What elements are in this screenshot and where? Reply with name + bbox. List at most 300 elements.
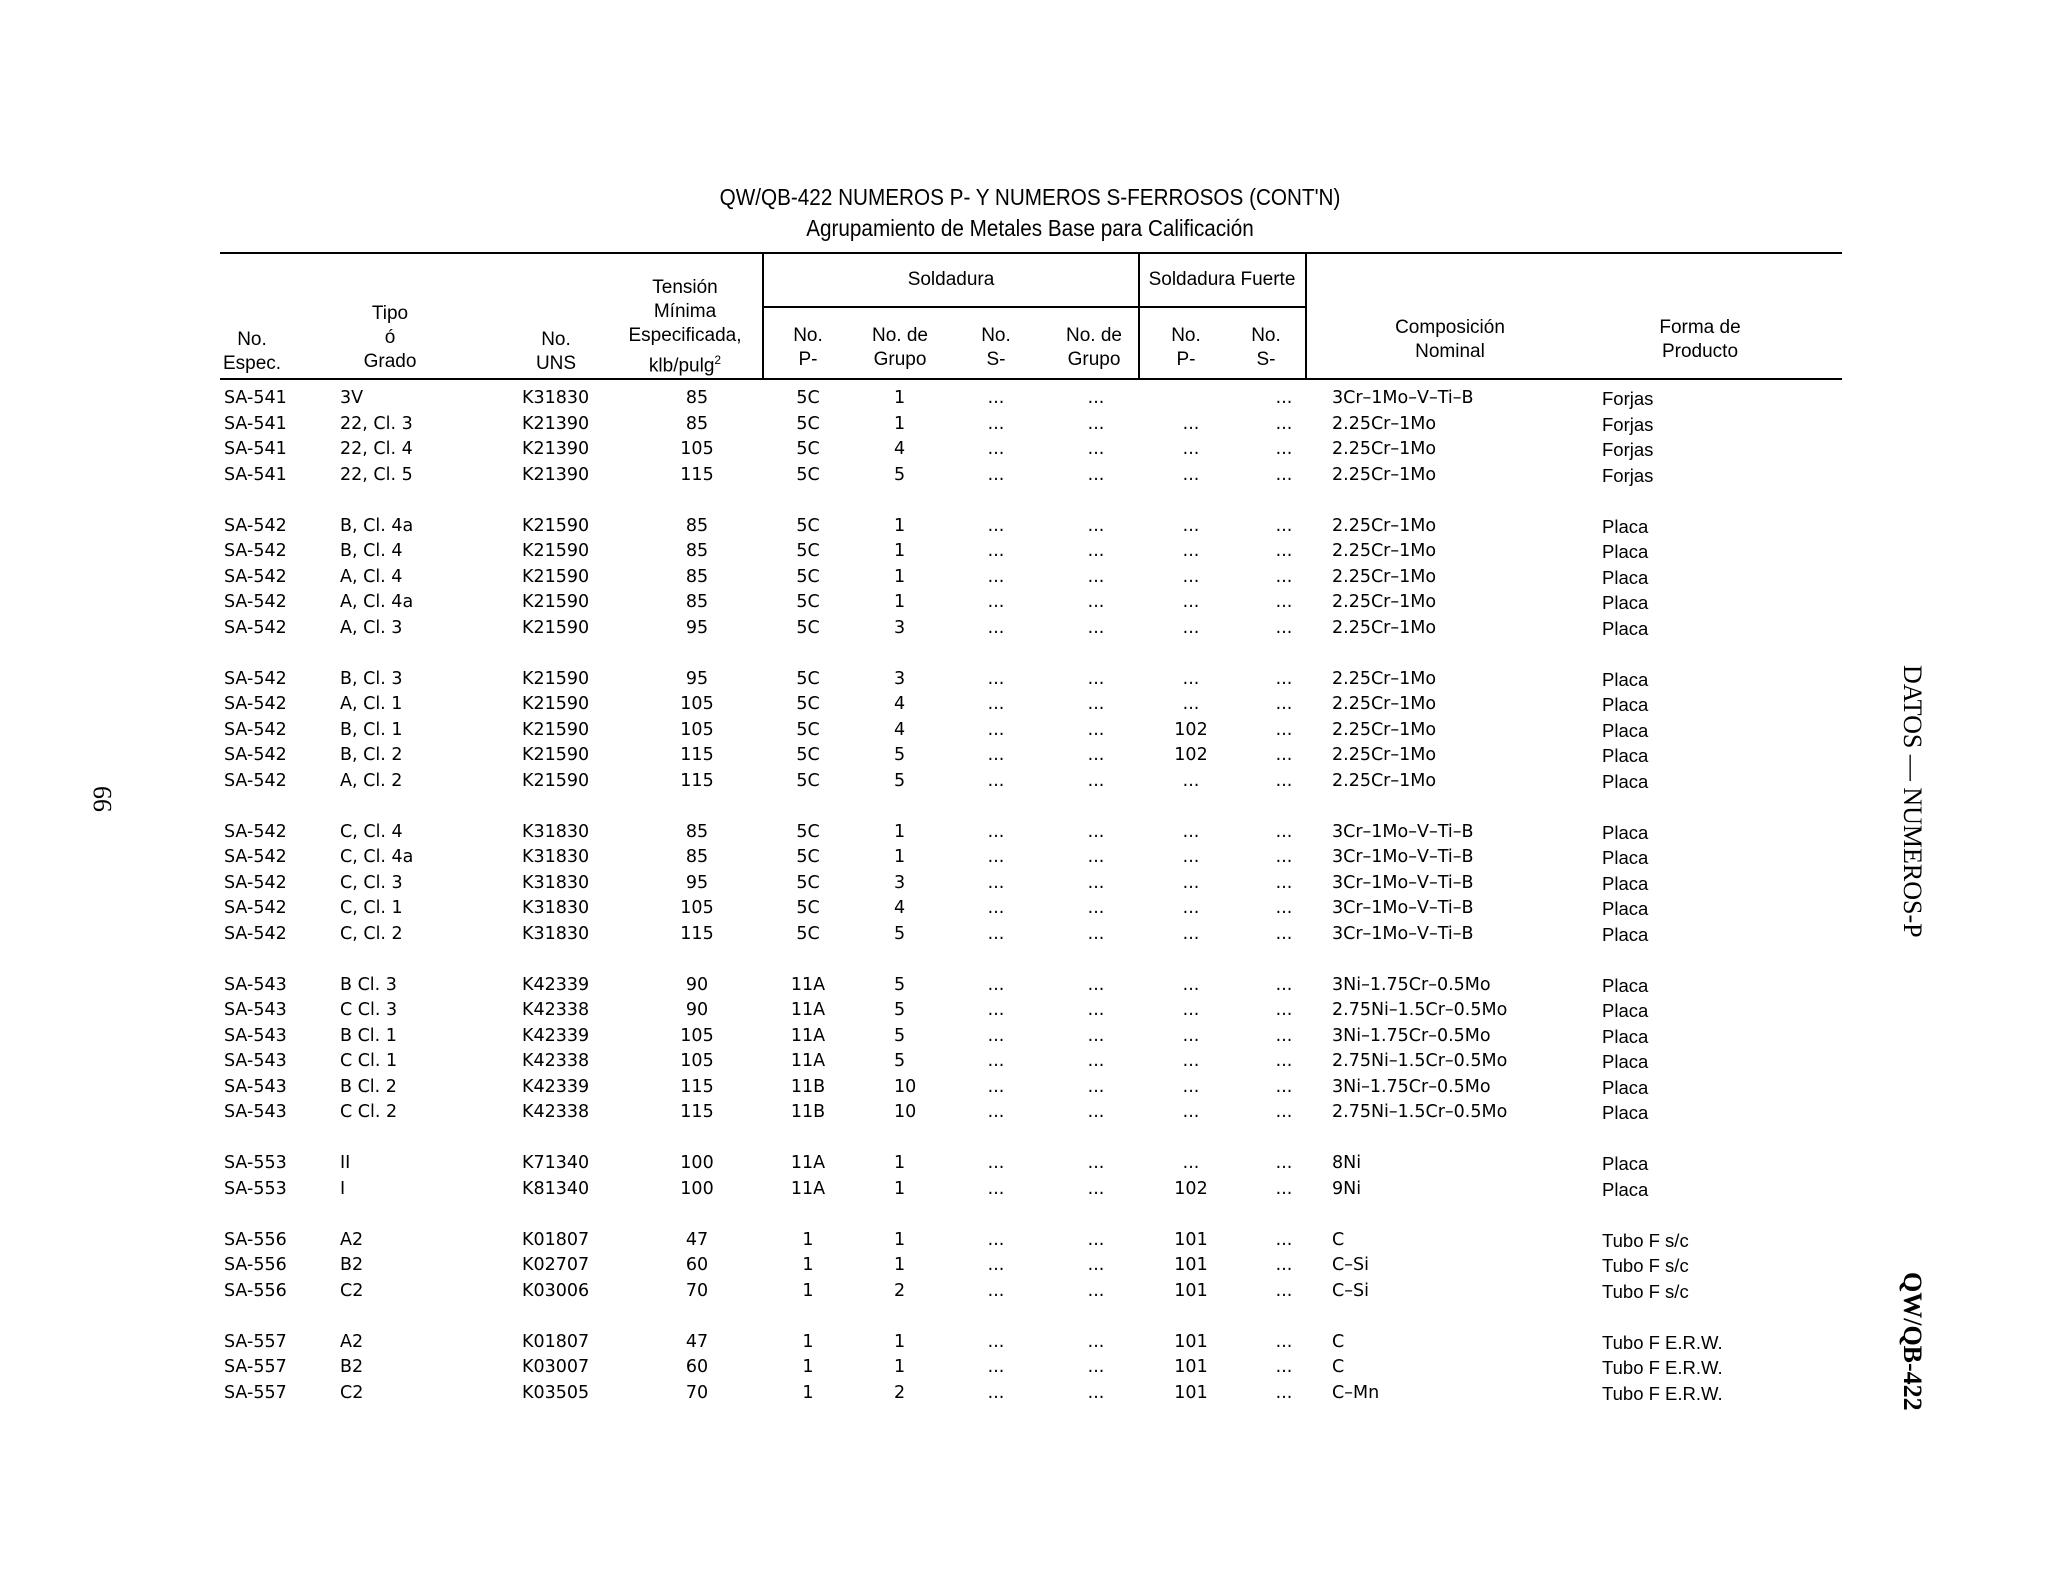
brazing-p-cell: ... — [1182, 566, 1200, 587]
group-spacer — [0, 488, 1822, 514]
product-cell: Tubo F E.R.W. — [1602, 1382, 1723, 1404]
table-row — [0, 1355, 1822, 1381]
uns-cell: K31830 — [522, 898, 590, 918]
s-no-cell: ... — [987, 745, 1005, 765]
brazing-s-cell: ... — [1275, 413, 1293, 434]
group-no-cell: 5 — [894, 1051, 906, 1071]
spec-cell: SA-557 — [224, 1331, 287, 1352]
uns-cell: K21390 — [522, 439, 590, 459]
composition-cell: 2.25Cr–1Mo — [1332, 464, 1437, 485]
product-cell: Placa — [1602, 668, 1649, 690]
s-group-cell: ... — [1087, 719, 1105, 740]
brazing-s-cell: ... — [1275, 1102, 1293, 1122]
s-group-cell: ... — [1087, 1102, 1105, 1122]
s-no-cell: ... — [987, 515, 1005, 536]
product-cell: Tubo F E.R.W. — [1602, 1357, 1723, 1378]
grade-cell: C, Cl. 4 — [340, 821, 403, 842]
header-tension: Tensión Mínima Especificada, klb/pulg$^2$ — [628, 277, 742, 377]
table-row — [0, 386, 1822, 412]
grade-cell: A, Cl. 1 — [340, 694, 403, 714]
product-cell: Placa — [1602, 719, 1649, 741]
s-group-cell: ... — [1087, 847, 1105, 867]
brazing-s-cell: ... — [1275, 745, 1293, 765]
composition-cell: C — [1332, 1331, 1345, 1352]
s-no-cell: ... — [987, 464, 1005, 485]
product-cell: Placa — [1602, 1178, 1649, 1200]
composition-cell: 3Cr–1Mo–V–Ti–B — [1332, 898, 1474, 918]
p-no-cell: 1 — [802, 1280, 814, 1301]
s-group-cell: ... — [1087, 821, 1105, 842]
product-cell: Placa — [1602, 847, 1649, 868]
spec-cell: SA-541 — [224, 413, 287, 434]
table-row — [0, 1330, 1822, 1356]
tension-cell: 95 — [685, 872, 709, 893]
brazing-s-cell: ... — [1275, 1000, 1293, 1020]
table-row — [0, 616, 1822, 642]
group-spacer — [0, 794, 1822, 820]
composition-cell: 3Ni–1.75Cr–0.5Mo — [1332, 1076, 1491, 1097]
table-row — [0, 1075, 1822, 1101]
tension-cell: 105 — [680, 439, 714, 459]
product-cell: Placa — [1602, 770, 1649, 792]
header-composition: Composición Nominal — [1395, 317, 1505, 362]
product-cell: Forjas — [1602, 388, 1654, 409]
pnumber-table — [0, 386, 1822, 1406]
composition-cell: C–Si — [1332, 1280, 1369, 1301]
header-soldadura: Soldadura — [907, 269, 995, 290]
p-no-cell: 5C — [796, 617, 820, 638]
group-no-cell: 1 — [894, 1153, 906, 1173]
group-no-cell: 5 — [894, 974, 906, 995]
s-group-cell: ... — [1087, 1280, 1105, 1301]
side-label-code: QW/QB-422 — [1898, 1272, 1927, 1411]
header-s-group-no: No. de Grupo — [1066, 325, 1122, 370]
spec-cell: SA-543 — [224, 1051, 287, 1071]
s-no-cell: ... — [987, 898, 1005, 918]
composition-cell: 2.25Cr–1Mo — [1332, 592, 1437, 612]
title-line-2: Agrupamiento de Metales Base para Calificación — [806, 215, 1254, 241]
brazing-p-cell: ... — [1182, 923, 1200, 944]
s-group-cell: ... — [1087, 1178, 1105, 1199]
brazing-s-cell: ... — [1275, 1229, 1293, 1250]
product-cell: Placa — [1602, 1025, 1649, 1047]
s-no-cell: ... — [987, 1331, 1005, 1352]
group-no-cell: 4 — [894, 719, 906, 740]
uns-cell: K21390 — [522, 464, 590, 485]
group-no-cell: 4 — [894, 694, 906, 714]
uns-cell: K02707 — [522, 1255, 590, 1275]
brazing-p-cell: ... — [1182, 770, 1200, 791]
uns-cell: K21590 — [522, 694, 590, 714]
s-no-cell: ... — [987, 719, 1005, 740]
grade-cell: 22, Cl. 4 — [340, 439, 413, 459]
p-no-cell: 11A — [790, 1153, 826, 1173]
s-no-cell: ... — [987, 1229, 1005, 1250]
grade-cell: A, Cl. 2 — [340, 770, 403, 791]
spec-cell: SA-556 — [224, 1229, 287, 1250]
composition-cell: 2.25Cr–1Mo — [1332, 413, 1437, 434]
s-group-cell: ... — [1087, 1153, 1105, 1173]
uns-cell: K21590 — [522, 515, 590, 536]
s-no-cell: ... — [987, 1382, 1005, 1403]
s-group-cell: ... — [1087, 872, 1105, 893]
s-group-cell: ... — [1087, 770, 1105, 791]
p-no-cell: 5C — [796, 770, 820, 791]
composition-cell: 2.25Cr–1Mo — [1332, 439, 1437, 459]
group-no-cell: 5 — [894, 745, 906, 765]
composition-cell: 2.25Cr–1Mo — [1332, 719, 1437, 740]
group-no-cell: 10 — [894, 1076, 917, 1097]
grade-cell: B Cl. 3 — [340, 974, 397, 995]
s-group-cell: ... — [1087, 923, 1105, 944]
tension-cell: 90 — [685, 974, 709, 995]
s-group-cell: ... — [1087, 541, 1105, 561]
table-row — [0, 769, 1822, 795]
group-no-cell: 1 — [894, 592, 906, 612]
p-no-cell: 5C — [796, 668, 820, 689]
tension-cell: 115 — [680, 770, 714, 791]
product-cell: Placa — [1602, 541, 1649, 562]
uns-cell: K21590 — [522, 770, 590, 791]
spec-cell: SA-542 — [224, 668, 287, 689]
grade-cell: C Cl. 3 — [340, 1000, 398, 1020]
spec-cell: SA-542 — [224, 898, 287, 918]
header-bottom-rule — [220, 378, 1842, 380]
uns-cell: K21590 — [522, 745, 590, 765]
spec-cell: SA-556 — [224, 1280, 287, 1301]
composition-cell: 2.75Ni–1.5Cr–0.5Mo — [1332, 1051, 1508, 1071]
p-no-cell: 5C — [796, 719, 820, 740]
uns-cell: K71340 — [522, 1153, 590, 1173]
table-row — [0, 565, 1822, 591]
brazing-s-cell: ... — [1275, 566, 1293, 587]
group-no-cell: 1 — [894, 1178, 906, 1199]
p-no-cell: 11A — [790, 1025, 826, 1046]
header-uns: No. UNS — [535, 329, 577, 374]
group-no-cell: 1 — [894, 541, 906, 561]
spec-cell: SA-541 — [224, 439, 287, 459]
p-no-cell: 5C — [796, 388, 820, 408]
grade-cell: A, Cl. 4 — [340, 566, 403, 587]
s-no-cell: ... — [987, 617, 1005, 638]
product-cell: Tubo F s/c — [1602, 1280, 1689, 1302]
group-no-cell: 1 — [894, 388, 906, 408]
s-group-cell: ... — [1087, 1076, 1105, 1097]
uns-cell: K31830 — [522, 847, 590, 867]
s-no-cell: ... — [987, 1076, 1005, 1097]
s-group-cell: ... — [1087, 515, 1105, 536]
brazing-s-cell: ... — [1275, 872, 1293, 893]
composition-cell: 2.25Cr–1Mo — [1332, 515, 1437, 536]
uns-cell: K42338 — [522, 1000, 590, 1020]
table-title — [301, 182, 1759, 244]
s-no-cell: ... — [987, 872, 1005, 893]
grade-cell: 22, Cl. 5 — [340, 464, 413, 485]
brazing-p-cell: ... — [1182, 694, 1200, 714]
brazing-s-cell: ... — [1275, 1153, 1293, 1173]
p-no-cell: 5C — [796, 439, 820, 459]
grade-cell: C Cl. 2 — [340, 1102, 398, 1122]
table-row — [0, 922, 1822, 948]
composition-cell: 9Ni — [1332, 1178, 1362, 1199]
group-spacer — [0, 641, 1822, 667]
group-no-cell: 2 — [894, 1382, 906, 1403]
s-no-cell: ... — [987, 694, 1005, 714]
group-no-cell: 4 — [894, 439, 906, 459]
s-group-cell: ... — [1087, 1229, 1105, 1250]
composition-cell: C–Mn — [1332, 1382, 1380, 1403]
grade-cell: 3V — [340, 388, 364, 408]
spec-cell: SA-542 — [224, 872, 287, 893]
tension-cell: 47 — [685, 1229, 709, 1250]
brazing-s-cell: ... — [1275, 464, 1293, 485]
p-no-cell: 5C — [796, 898, 820, 918]
table-row — [0, 1177, 1822, 1203]
p-no-cell: 11A — [790, 1178, 826, 1199]
s-group-cell: ... — [1087, 668, 1105, 689]
brazing-s-cell: ... — [1275, 541, 1293, 561]
title-line-1: QW/QB-422 NUMEROS P- Y NUMEROS S-FERROSOS (CONT'N) — [719, 184, 1341, 210]
tension-cell: 47 — [685, 1331, 709, 1352]
brazing-p-cell: ... — [1182, 1000, 1200, 1020]
group-no-cell: 1 — [894, 515, 906, 536]
s-no-cell: ... — [987, 1000, 1005, 1020]
group-no-cell: 4 — [894, 898, 906, 918]
spec-cell: SA-542 — [224, 592, 287, 612]
composition-cell: 2.25Cr–1Mo — [1332, 668, 1437, 689]
s-no-cell: ... — [987, 566, 1005, 587]
brazing-p-cell: 101 — [1174, 1229, 1208, 1250]
composition-cell: 2.75Ni–1.5Cr–0.5Mo — [1332, 1102, 1508, 1122]
tension-cell: 85 — [685, 592, 709, 612]
product-cell: Placa — [1602, 617, 1649, 639]
p-no-cell: 5C — [796, 923, 820, 944]
tension-cell: 85 — [685, 541, 709, 561]
brazing-p-cell: 101 — [1174, 1331, 1208, 1352]
brazing-s-cell: ... — [1275, 694, 1293, 714]
spec-cell: SA-557 — [224, 1357, 287, 1377]
group-no-cell: 5 — [894, 923, 906, 944]
s-group-cell: ... — [1087, 1255, 1105, 1275]
spec-cell: SA-543 — [224, 1076, 287, 1097]
brazing-p-cell: ... — [1182, 1153, 1200, 1173]
grade-cell: C, Cl. 4a — [340, 847, 414, 867]
grade-cell: B, Cl. 1 — [340, 719, 403, 740]
uns-cell: K21590 — [522, 617, 590, 638]
product-cell: Placa — [1602, 515, 1649, 537]
group-no-cell: 1 — [894, 566, 906, 587]
brazing-p-cell: 101 — [1174, 1280, 1208, 1301]
brazing-under-rule — [1138, 306, 1306, 308]
table-row — [0, 1279, 1822, 1305]
s-no-cell: ... — [987, 1153, 1005, 1173]
header-p-no: No. P- — [793, 325, 823, 370]
table-row — [0, 514, 1822, 540]
group-no-cell: 5 — [894, 1000, 906, 1020]
composition-cell: 3Cr–1Mo–V–Ti–B — [1332, 872, 1474, 893]
brazing-s-cell: ... — [1275, 770, 1293, 791]
p-no-cell: 5C — [796, 413, 820, 434]
uns-cell: K21390 — [522, 413, 590, 434]
composition-cell: C — [1332, 1357, 1345, 1377]
p-no-cell: 5C — [796, 872, 820, 893]
tension-cell: 95 — [685, 668, 709, 689]
p-no-cell: 11B — [790, 1076, 826, 1097]
spec-cell: SA-542 — [224, 541, 287, 561]
s-no-cell: ... — [987, 821, 1005, 842]
table-row — [0, 463, 1822, 489]
table-row — [0, 412, 1822, 438]
tension-cell: 85 — [685, 515, 709, 536]
brazing-p-cell: ... — [1182, 872, 1200, 893]
uns-cell: K42339 — [522, 974, 590, 995]
p-no-cell: 1 — [802, 1331, 814, 1352]
spec-cell: SA-541 — [224, 388, 287, 408]
group-no-cell: 1 — [894, 1357, 906, 1377]
group-no-cell: 5 — [894, 464, 906, 485]
tension-cell: 105 — [680, 719, 714, 740]
tension-cell: 60 — [685, 1255, 709, 1275]
grade-cell: II — [340, 1153, 351, 1173]
tension-cell: 115 — [680, 464, 714, 485]
side-label-section: DATOS — NUMEROS-P — [1898, 665, 1927, 938]
group-no-cell: 10 — [894, 1102, 917, 1122]
brazing-p-cell: 102 — [1174, 745, 1208, 765]
spec-cell: SA-542 — [224, 719, 287, 740]
s-group-cell: ... — [1087, 974, 1105, 995]
s-no-cell: ... — [987, 770, 1005, 791]
table-row — [0, 590, 1822, 616]
s-group-cell: ... — [1087, 1331, 1105, 1352]
tension-cell: 115 — [680, 1076, 714, 1097]
product-cell: Placa — [1602, 1051, 1649, 1072]
uns-cell: K31830 — [522, 872, 590, 893]
brazing-s-cell: ... — [1275, 388, 1293, 408]
table-row — [0, 998, 1822, 1024]
grade-cell: C, Cl. 2 — [340, 923, 403, 944]
spec-cell: SA-556 — [224, 1255, 287, 1275]
composition-cell: 2.25Cr–1Mo — [1332, 694, 1437, 714]
grade-cell: C, Cl. 3 — [340, 872, 403, 893]
spec-cell: SA-542 — [224, 515, 287, 536]
group-no-cell: 5 — [894, 1025, 906, 1046]
spec-cell: SA-542 — [224, 694, 287, 714]
s-group-cell: ... — [1087, 566, 1105, 587]
table-row — [0, 1253, 1822, 1279]
product-cell: Placa — [1602, 1000, 1649, 1021]
s-no-cell: ... — [987, 1280, 1005, 1301]
composition-cell: 2.25Cr–1Mo — [1332, 745, 1437, 765]
group-no-cell: 1 — [894, 1229, 906, 1250]
product-cell: Placa — [1602, 872, 1649, 894]
header-s-no: No. S- — [981, 325, 1011, 370]
product-cell: Placa — [1602, 592, 1649, 613]
grade-cell: B, Cl. 2 — [340, 745, 403, 765]
s-no-cell: ... — [987, 541, 1005, 561]
brazing-p-cell: 101 — [1174, 1357, 1208, 1377]
brazing-p-cell: ... — [1182, 847, 1200, 867]
uns-cell: K42339 — [522, 1025, 590, 1046]
grade-cell: C, Cl. 1 — [340, 898, 403, 918]
uns-cell: K31830 — [522, 923, 590, 944]
brazing-s-cell: ... — [1275, 974, 1293, 995]
s-no-cell: ... — [987, 1255, 1005, 1275]
table-row — [0, 896, 1822, 922]
group-spacer — [0, 947, 1822, 973]
p-no-cell: 11A — [790, 974, 826, 995]
product-cell: Placa — [1602, 974, 1649, 996]
composition-cell: 2.25Cr–1Mo — [1332, 541, 1437, 561]
brazing-s-cell: ... — [1275, 1357, 1293, 1377]
uns-cell: K21590 — [522, 668, 590, 689]
soldadura-under-rule — [762, 306, 1140, 308]
s-no-cell: ... — [987, 1025, 1005, 1046]
brazing-s-cell: ... — [1275, 1025, 1293, 1046]
group-no-cell: 1 — [894, 1331, 906, 1352]
spec-cell: SA-553 — [224, 1153, 287, 1173]
spec-cell: SA-542 — [224, 923, 287, 944]
product-cell: Placa — [1602, 1076, 1649, 1098]
brazing-p-cell: ... — [1182, 1025, 1200, 1046]
header-brazing-s-no: No. S- — [1251, 325, 1281, 370]
composition-cell: C–Si — [1332, 1255, 1369, 1275]
grade-cell: A2 — [340, 1229, 364, 1250]
spec-cell: SA-543 — [224, 974, 287, 995]
brazing-s-cell: ... — [1275, 719, 1293, 740]
header-product: Forma de Producto — [1659, 317, 1741, 362]
tension-cell: 105 — [680, 1051, 714, 1071]
brazing-p-cell — [1146, 386, 1236, 412]
s-no-cell: ... — [987, 439, 1005, 459]
tension-cell: 115 — [680, 923, 714, 944]
p-no-cell: 5C — [796, 515, 820, 536]
product-cell: Tubo F s/c — [1602, 1229, 1689, 1251]
uns-cell: K31830 — [522, 821, 590, 842]
uns-cell: K01807 — [522, 1229, 590, 1250]
p-no-cell: 11B — [790, 1102, 826, 1122]
grade-cell: B, Cl. 3 — [340, 668, 403, 689]
composition-cell: 3Cr–1Mo–V–Ti–B — [1332, 821, 1474, 842]
p-no-cell: 5C — [796, 745, 820, 765]
grade-cell: I — [340, 1178, 346, 1199]
composition-cell: 3Cr–1Mo–V–Ti–B — [1332, 923, 1474, 944]
product-cell: Placa — [1602, 694, 1649, 715]
grade-cell: B, Cl. 4a — [340, 515, 414, 536]
composition-cell: 2.25Cr–1Mo — [1332, 770, 1437, 791]
uns-cell: K31830 — [522, 388, 590, 408]
brazing-s-cell: ... — [1275, 668, 1293, 689]
uns-cell: K03505 — [522, 1382, 590, 1403]
s-group-cell: ... — [1087, 439, 1105, 459]
s-no-cell: ... — [987, 1102, 1005, 1122]
p-no-cell: 5C — [796, 566, 820, 587]
brazing-s-cell: ... — [1275, 1255, 1293, 1275]
group-no-cell: 2 — [894, 1280, 906, 1301]
table-row — [0, 820, 1822, 846]
table-row — [0, 743, 1822, 769]
tension-cell: 85 — [685, 566, 709, 587]
s-group-cell: ... — [1087, 1025, 1105, 1046]
table-row — [0, 718, 1822, 744]
s-no-cell: ... — [987, 1178, 1005, 1199]
table-row — [0, 973, 1822, 999]
brazing-s-cell: ... — [1275, 898, 1293, 918]
grade-cell: B2 — [340, 1357, 364, 1377]
product-cell: Placa — [1602, 745, 1649, 766]
product-cell: Placa — [1602, 923, 1649, 945]
grade-cell: C2 — [340, 1280, 364, 1301]
grade-cell: A2 — [340, 1331, 364, 1352]
